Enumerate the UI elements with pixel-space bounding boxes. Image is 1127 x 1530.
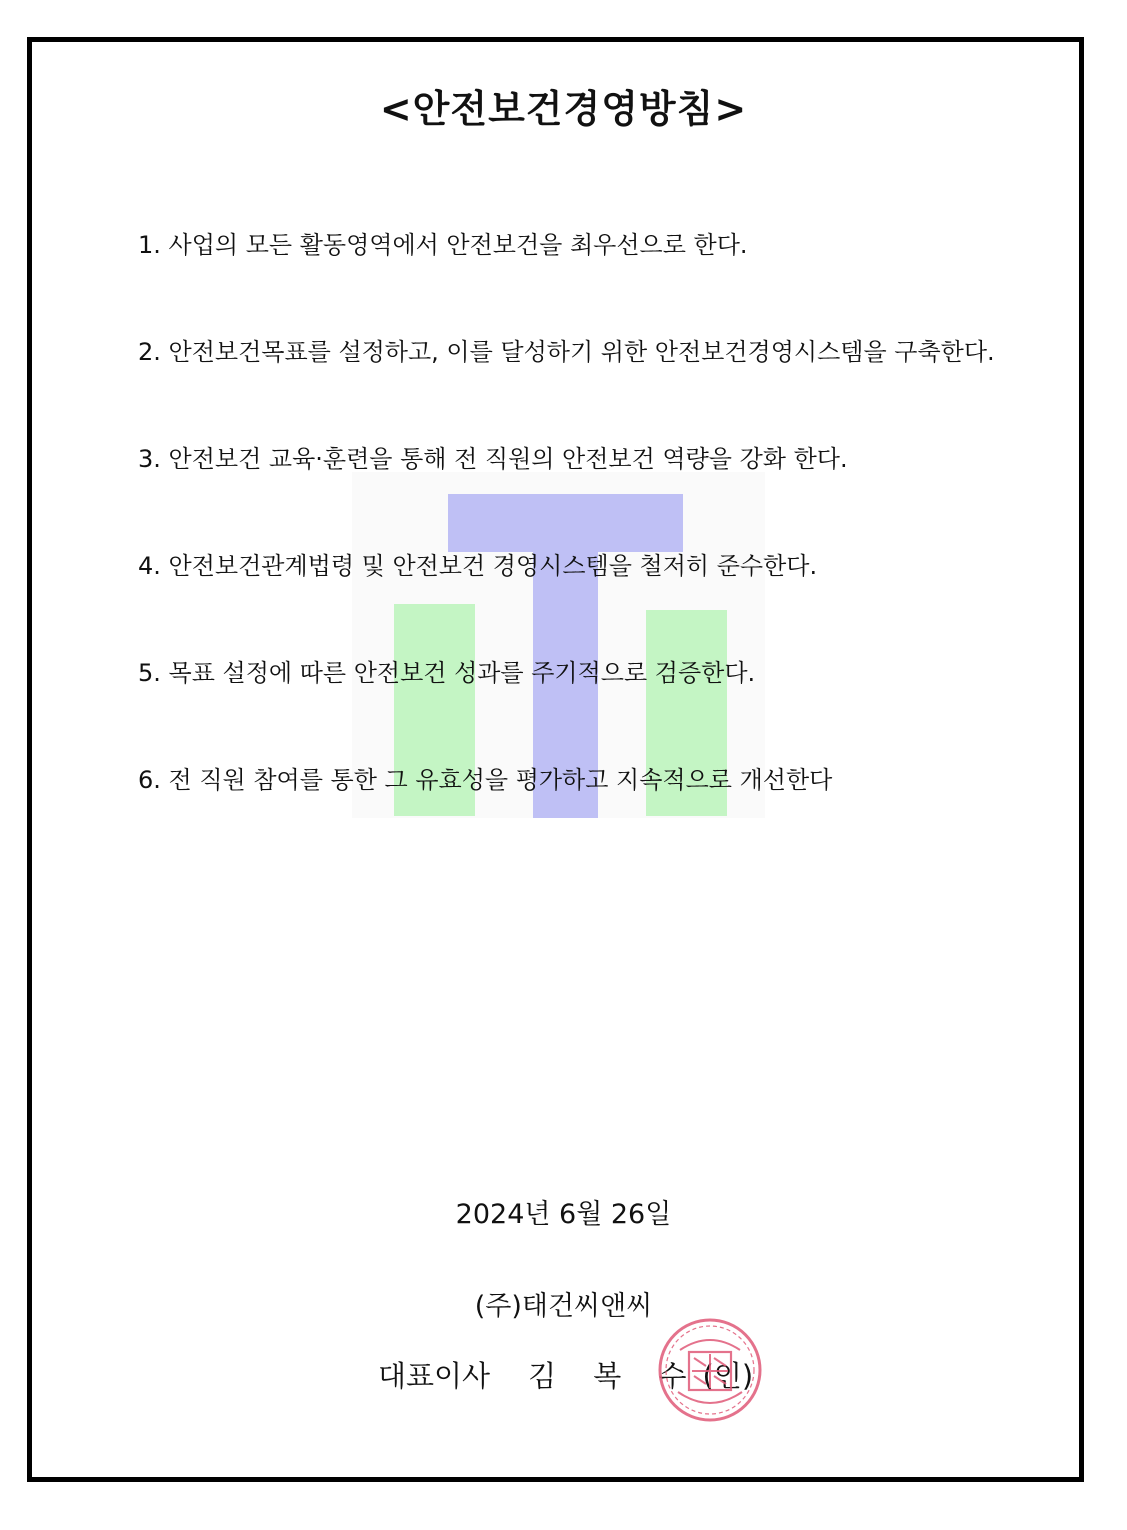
ceo-title: 대표이사	[378, 1359, 491, 1393]
document-date: 2024년 6월 26일	[455, 1199, 672, 1230]
company-name: (주)태건씨앤씨	[474, 1291, 653, 1322]
policy-item-6: 6. 전 직원 참여를 통한 그 유효성을 평가하고 지속적으로 개선한다	[138, 766, 833, 794]
policy-item-4: 4. 안전보건관계법령 및 안전보건 경영시스템을 철저히 준수한다.	[138, 552, 818, 580]
document-title: <안전보건경영방침>	[379, 87, 748, 131]
ceo-name: 김 복 수	[528, 1359, 701, 1393]
policy-item-1: 1. 사업의 모든 활동영역에서 안전보건을 최우선으로 한다.	[138, 231, 748, 259]
policy-list	[138, 211, 1018, 853]
policy-item-3: 3. 안전보건 교육·훈련을 통해 전 직원의 안전보건 역량을 강화 한다.	[138, 445, 848, 473]
seal-mark: (인)	[702, 1359, 754, 1393]
policy-item-2: 2. 안전보건목표를 설정하고, 이를 달성하기 위한 안전보건경영시스템을 구축한다.	[138, 338, 995, 366]
representative-seal-stamp-icon	[656, 1316, 764, 1424]
policy-item-5: 5. 목표 설정에 따른 안전보건 성과를 주기적으로 검증한다.	[138, 659, 756, 687]
